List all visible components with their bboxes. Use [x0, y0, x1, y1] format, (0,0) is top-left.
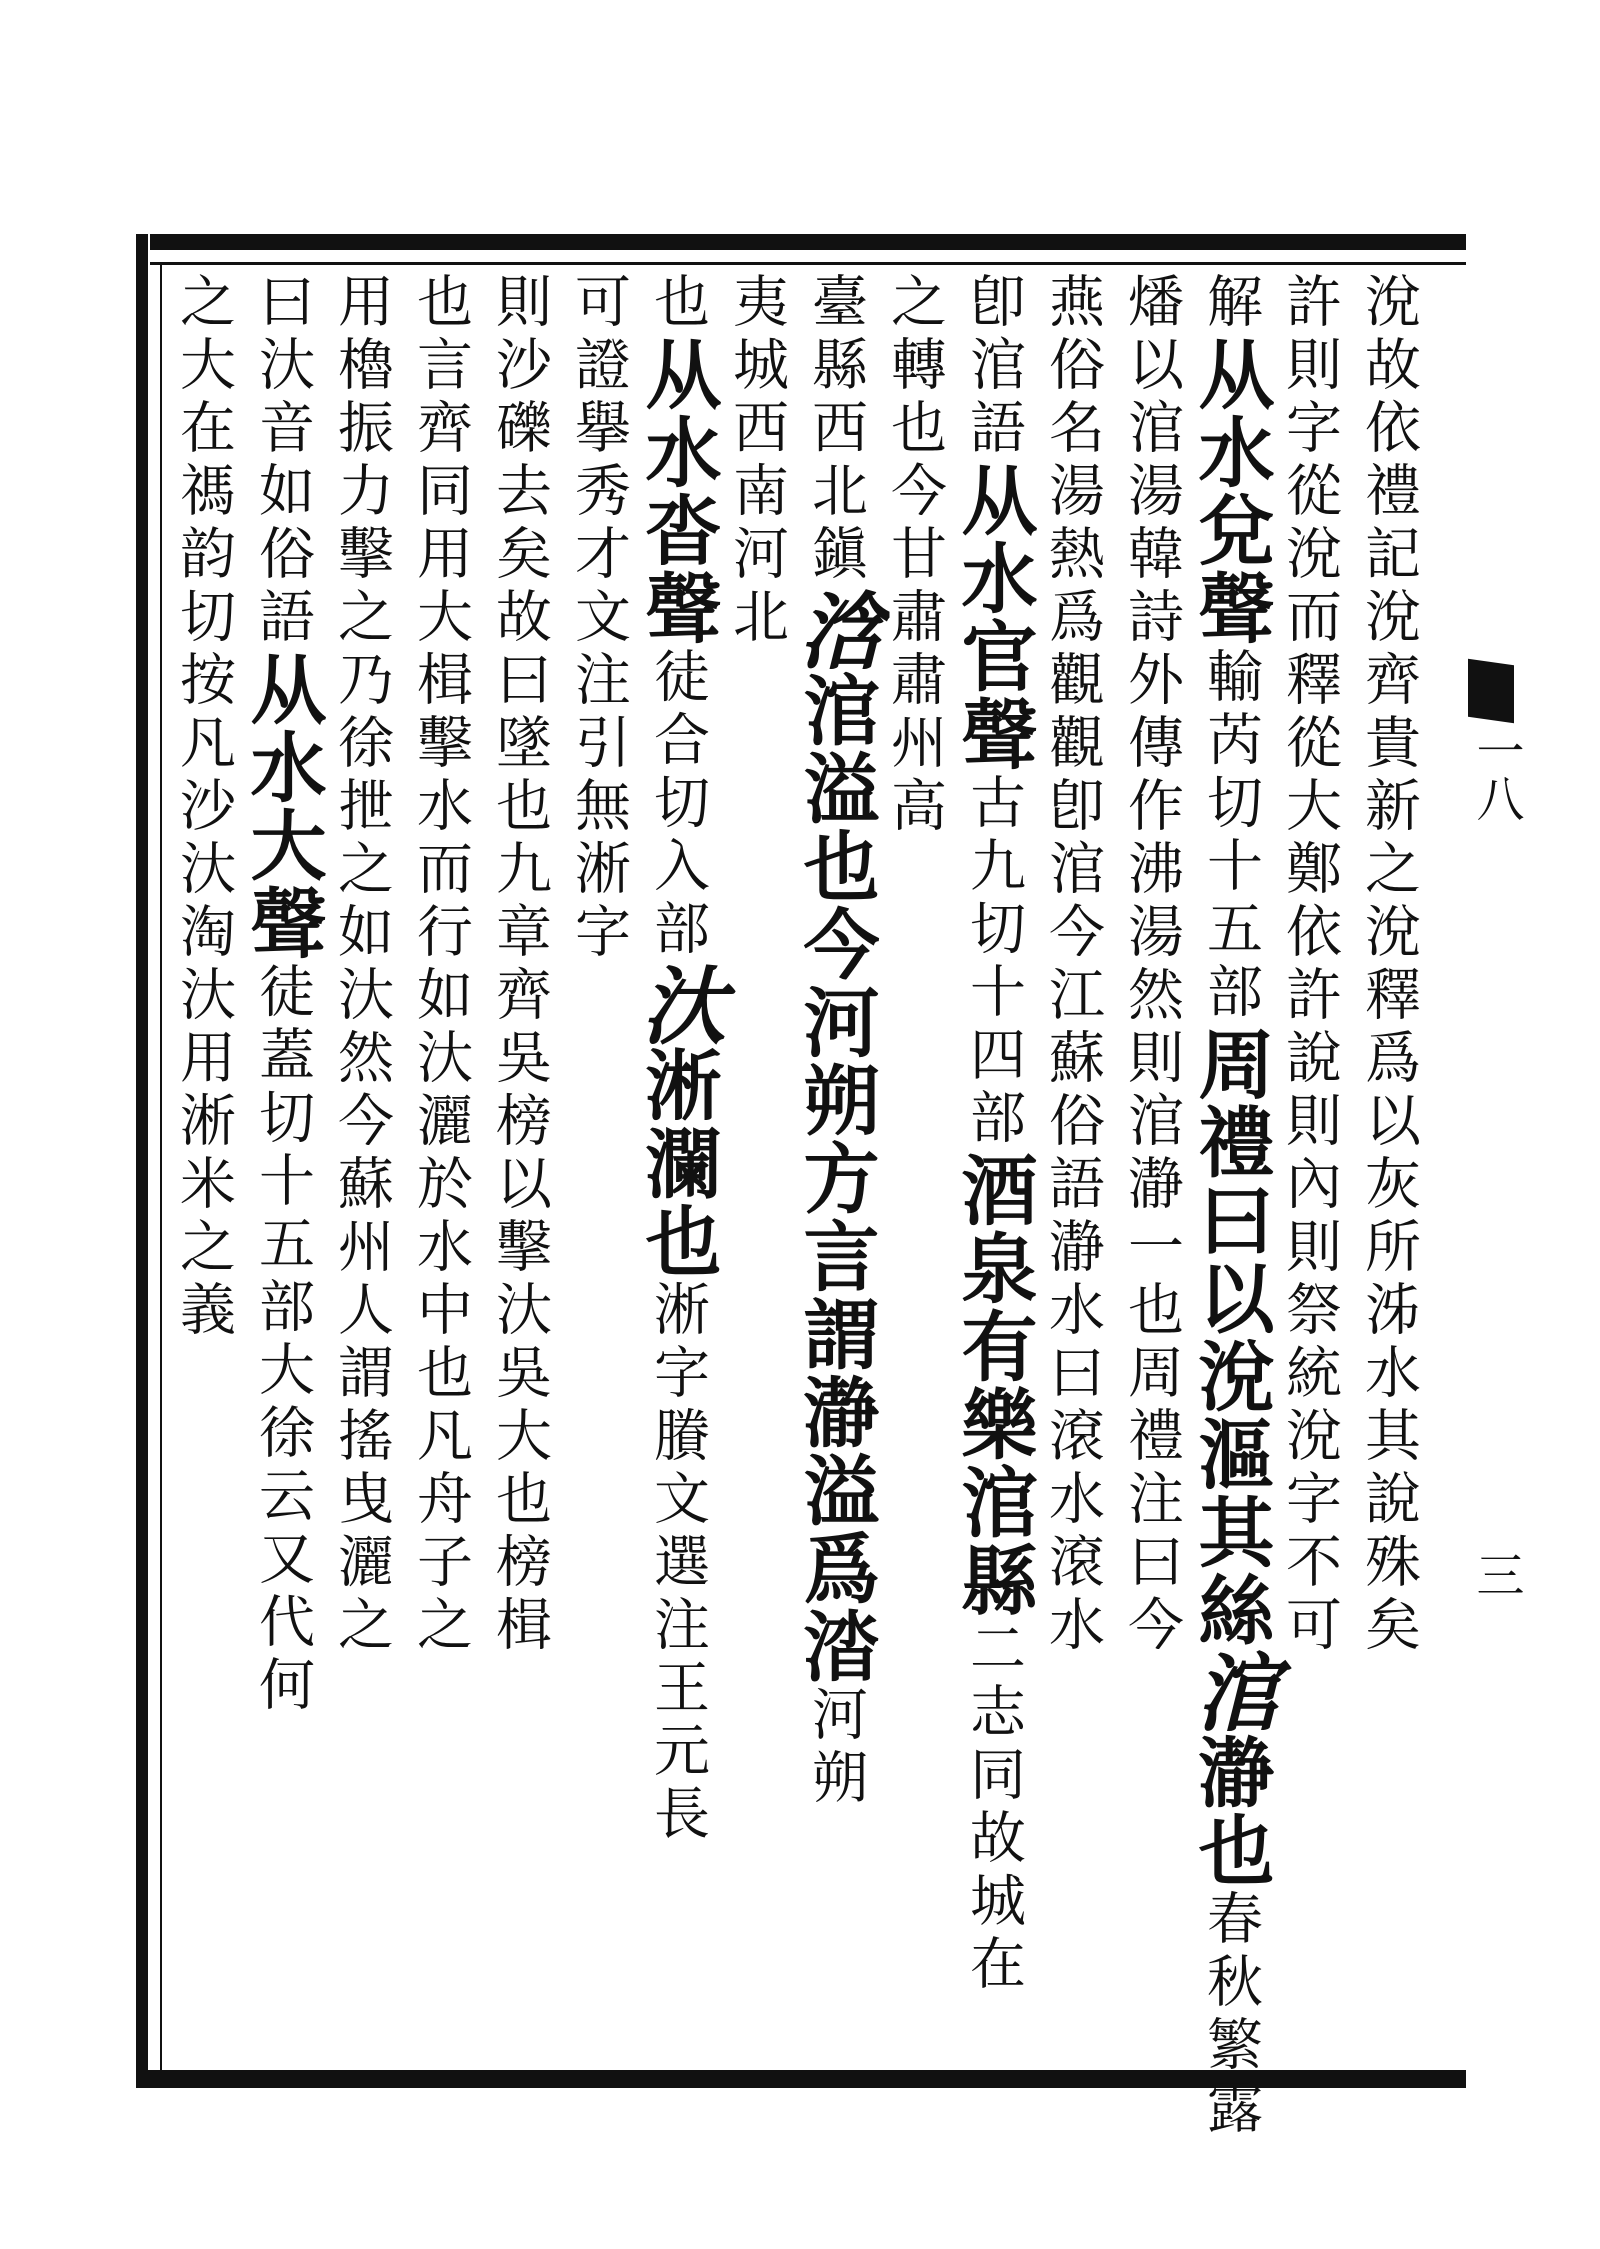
column-3-segment-5: 涫: [1181, 1649, 1280, 1733]
column-9-segment-2: 河北: [724, 524, 789, 650]
column-3-segment-1: 解: [1198, 272, 1263, 335]
text-column-11: [567, 272, 629, 2062]
column-6-segment-2: 从水官聲: [949, 461, 1038, 773]
column-9-segment-1: 夷城西南: [724, 272, 789, 524]
fore-edge-mark-lower: 三: [1468, 1550, 1524, 1598]
column-3-segment-2: 从水兌聲: [1186, 335, 1275, 647]
column-7-segment-2: 今甘肅肅州高: [882, 461, 947, 839]
bottom-border: [136, 2070, 1466, 2088]
top-border-thick: [150, 234, 1466, 250]
text-column-7: [883, 272, 945, 2062]
text-column-13: [409, 272, 471, 2062]
column-6-segment-4: 酒泉有樂涫縣: [949, 1151, 1038, 1619]
top-border-thin: [150, 262, 1466, 265]
text-column-6: [949, 272, 1038, 2062]
column-15-segment-2: 語: [250, 587, 315, 650]
column-10-segment-4: 汏: [628, 962, 727, 1046]
left-border-thick: [136, 234, 148, 2088]
text-column-10: [628, 272, 727, 2062]
fore-edge-black-mark: [1468, 659, 1514, 723]
left-border-thin: [160, 262, 162, 2070]
text-column-15: [238, 272, 327, 2062]
text-columns: [168, 272, 1436, 2141]
column-3-segment-7: 春秋繁露: [1198, 1889, 1263, 2141]
column-6-segment-5: 二志同故城在: [961, 1619, 1026, 1997]
column-11-segment-2: 擧秀才文注引無淅字: [566, 398, 631, 965]
fore-edge-mark-upper: 一八: [1468, 726, 1524, 822]
text-column-9: [725, 272, 787, 2062]
text-column-1: [1357, 272, 1419, 2062]
column-8-segment-4: 河朔: [803, 1685, 868, 1811]
text-column-12: [488, 272, 550, 2062]
column-16-segment-2: 切按凡沙汏淘汏用淅米之義: [171, 587, 236, 1343]
column-10-segment-6: 淅字賸文選注王元長: [645, 1280, 710, 1847]
column-13-segment-1: 也言齊同用大楫擊水而行如汏灑於水中也凡舟子之: [408, 272, 473, 1658]
column-3-segment-4: 周禮曰以涗漚其絲: [1186, 1025, 1275, 1649]
column-6-segment-3: 古九切十四部: [961, 773, 1026, 1151]
column-12-segment-1: 則沙礫去矣故曰墜也九章齊吳榜以擊汏吳大也榜楫: [487, 272, 552, 1658]
column-10-segment-5: 淅瀾也: [633, 1046, 722, 1280]
column-3-segment-3: 輸芮切十五部: [1198, 647, 1263, 1025]
column-15-segment-3: 从水大聲: [238, 650, 327, 962]
text-column-4: [1120, 272, 1182, 2062]
text-column-3: [1181, 272, 1280, 2141]
column-8-segment-1: 臺縣西北鎭: [803, 272, 868, 587]
column-5-segment-1: 燕俗名湯熱爲觀觀卽涫今江蘇俗語瀞水曰滾水滾水: [1040, 272, 1105, 1658]
text-column-5: [1041, 272, 1103, 2062]
column-2-segment-1: 許則字從涗而釋從大鄭依許說則內則祭統涗字不可: [1277, 272, 1342, 1658]
column-7-segment-1: 之轉也: [882, 272, 947, 461]
column-10-segment-3: 徒合切入部: [645, 647, 710, 962]
column-15-segment-4: 徒蓋切十五部大徐云又代何: [250, 962, 315, 1718]
column-3-segment-6: 瀞也: [1186, 1733, 1275, 1889]
column-15-segment-1: 曰汏音如俗: [250, 272, 315, 587]
column-14-segment-1: 用櫓振力擊之乃徐抴之如汏然今蘇州人謂搖曳灑之: [329, 272, 394, 1658]
column-10-segment-1: 也: [645, 272, 710, 335]
column-6-segment-1: 卽涫語: [961, 272, 1026, 461]
text-column-2: [1278, 272, 1340, 2062]
column-11-segment-1: 可證: [566, 272, 631, 398]
text-column-8: [786, 272, 885, 2062]
column-10-segment-2: 从水沓聲: [633, 335, 722, 647]
text-column-16: [172, 272, 234, 2062]
column-4-segment-1: 燔以涫湯韓詩外傳作沸湯然則涫瀞一也周禮注曰今: [1119, 272, 1184, 1658]
column-16-segment-1: 之大在禡韵: [171, 272, 236, 587]
column-1-segment-1: 涗故依禮記涗齊貴新之涗釋爲以灰所泲水其說殊矣: [1356, 272, 1421, 1658]
column-8-segment-2: 浛: [786, 587, 885, 671]
text-column-14: [330, 272, 392, 2062]
column-8-segment-3: 涫溢也今河朔方言謂瀞溢爲涾: [791, 671, 880, 1685]
